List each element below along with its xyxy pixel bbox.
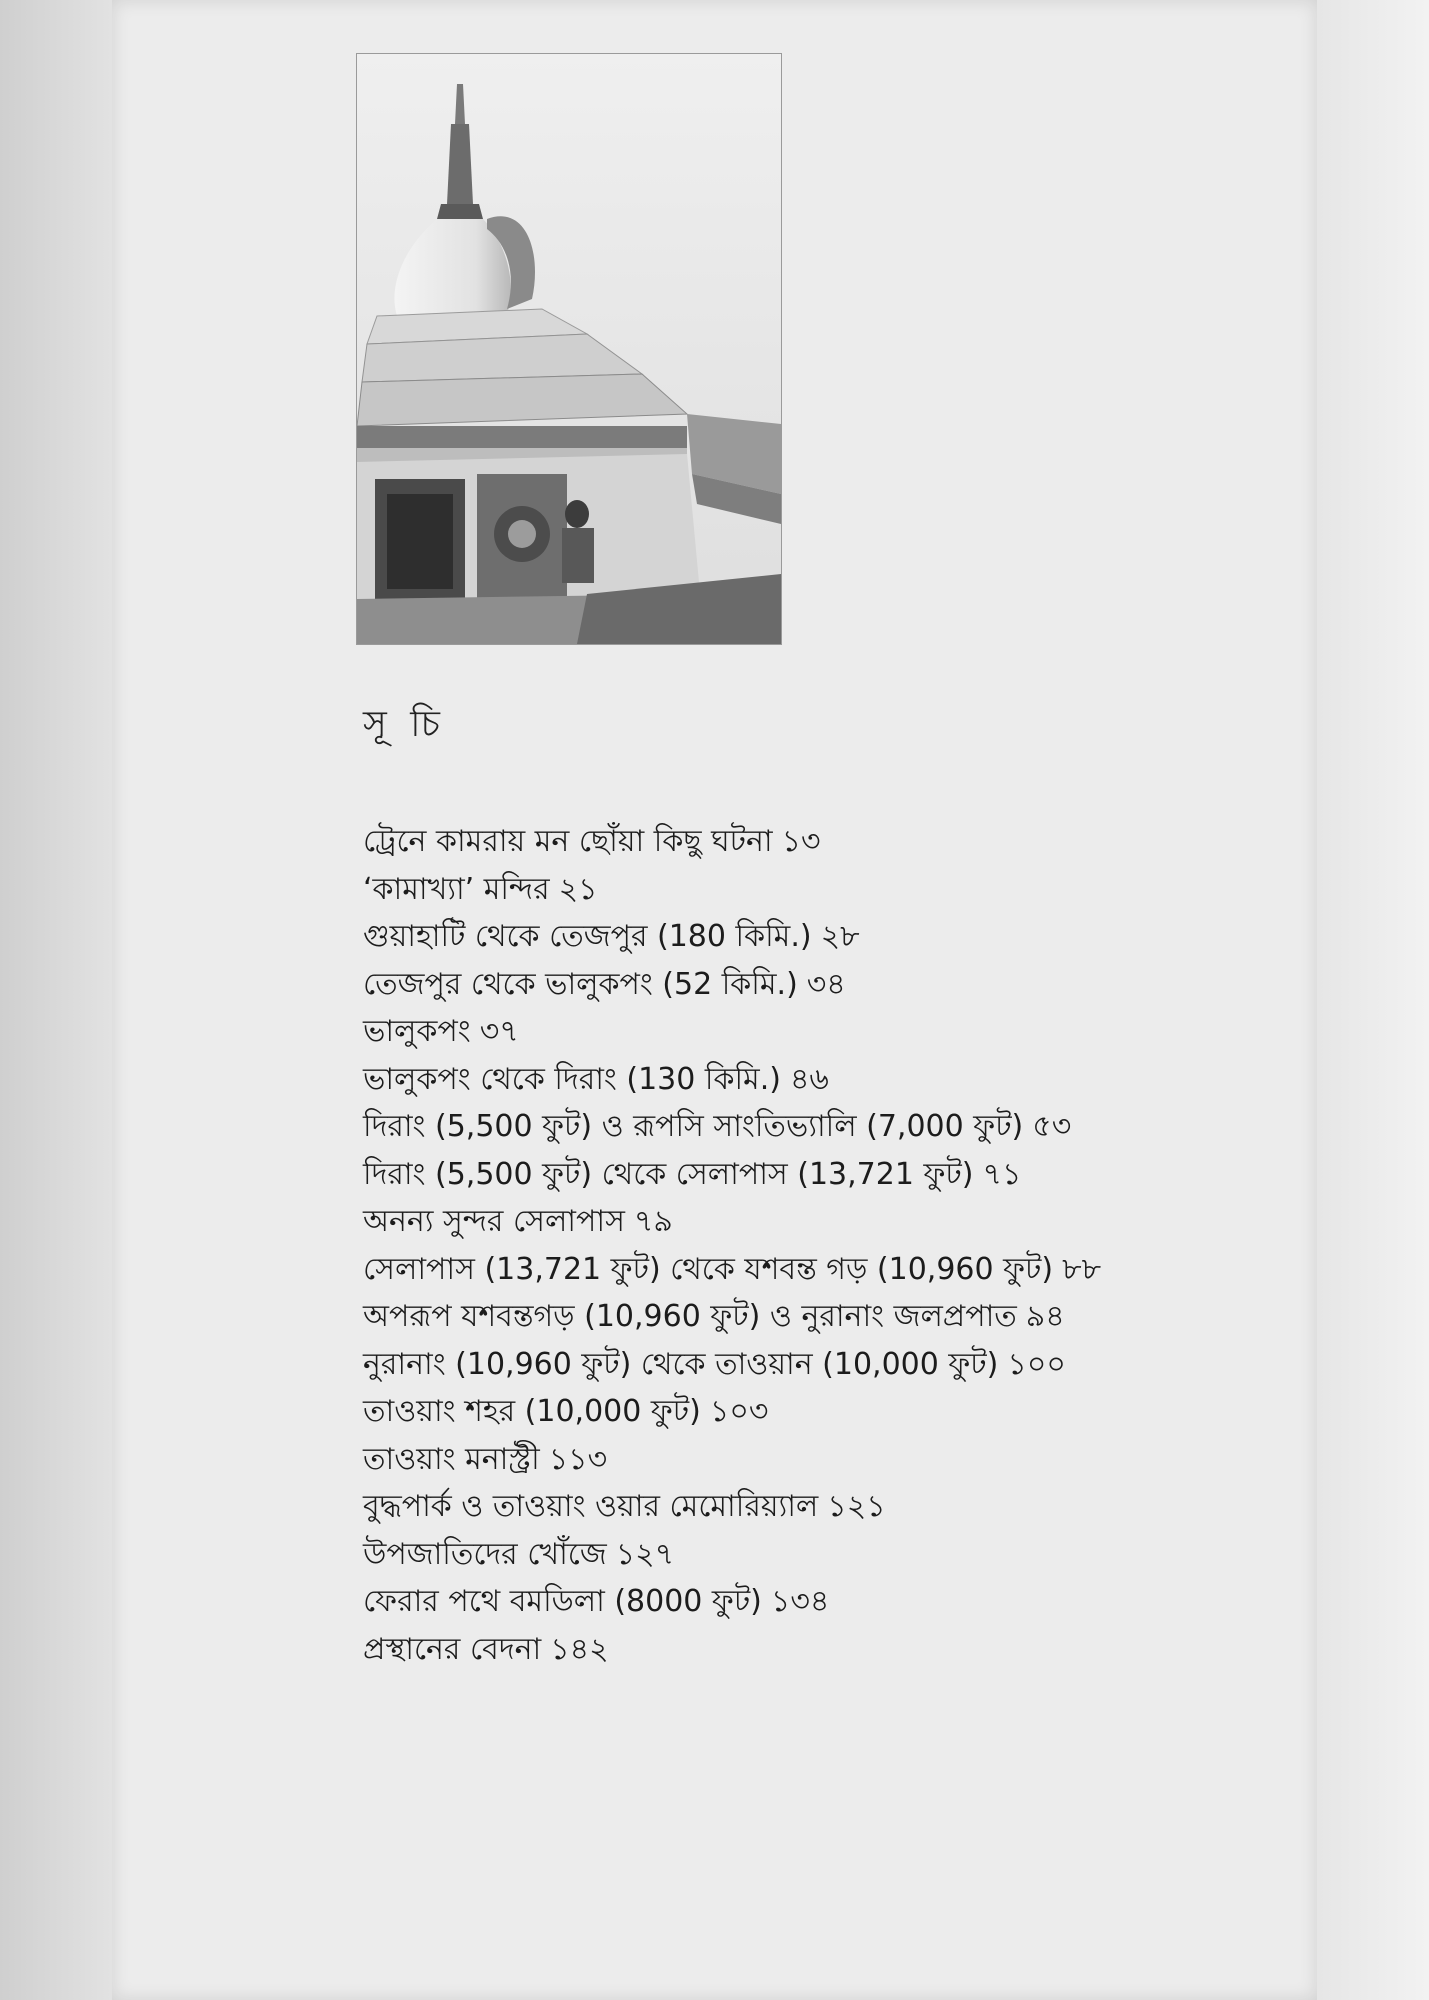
toc-entry	[363, 1103, 1101, 1151]
toc-entry-page: ১৪২	[550, 1631, 609, 1667]
toc-entry	[363, 1341, 1101, 1389]
toc-entry	[363, 1483, 1101, 1531]
toc-entry-title: তাওয়াং শহর (10,000 ফুট)	[363, 1394, 701, 1429]
toc-entry	[363, 1056, 1101, 1104]
toc-entry-title: বুদ্ধপার্ক ও তাওয়াং ওয়ার মেমোরিয়্যাল	[363, 1489, 819, 1524]
toc-entry	[363, 1436, 1101, 1484]
toc-entry-page: ১২১	[827, 1489, 886, 1524]
toc-entry	[363, 961, 1101, 1009]
toc-entry-title: গুয়াহাটি থেকে তেজপুর (180 কিমি.)	[363, 919, 812, 954]
toc-entry-title: তাওয়াং মনাস্ট্রী	[363, 1441, 540, 1477]
toc-entry-title: অনন্য সুন্দর সেলাপাস	[363, 1204, 625, 1239]
toc-entry-title: ভালুকপং	[363, 1014, 471, 1049]
toc-entry	[363, 1151, 1101, 1199]
toc-entry-title: ‘কামাখ্যা’ মন্দির	[363, 871, 550, 907]
toc-entry-page: ১০৩	[709, 1394, 769, 1429]
toc-entry-page: ৩৪	[806, 966, 846, 1002]
toc-entry-page: ৭৯	[633, 1204, 673, 1239]
toc-entry	[363, 1293, 1101, 1341]
toc-entry-title: সেলাপাস (13,721 ফুট) থেকে যশবন্ত গড় (10,960 ফুট)	[363, 1251, 1054, 1287]
toc-entry-page: ৯৪	[1025, 1299, 1065, 1334]
toc-entry-title: নুরানাং (10,960 ফুট) থেকে তাওয়ান (10,000 ফুট)	[363, 1346, 999, 1382]
toc-entry-title: প্রস্থানের বেদনা	[363, 1631, 542, 1667]
toc-entry-page: ২৮	[820, 919, 860, 954]
toc-entry-page: ৫৩	[1032, 1109, 1072, 1144]
background-right	[1317, 0, 1429, 2000]
toc-entry-title: ফেরার পথে বমডিলা (8000 ফুট)	[363, 1584, 762, 1619]
toc-entry-page: ১০০	[1007, 1346, 1066, 1382]
stupa-photo	[356, 53, 782, 645]
table-of-contents	[363, 818, 1101, 1673]
toc-entry-title: উপজাতিদের খোঁজে	[363, 1536, 607, 1572]
toc-entry-page: ১১৩	[548, 1441, 608, 1477]
toc-heading: সূ চি	[363, 704, 446, 745]
toc-entry	[363, 1531, 1101, 1579]
toc-entry-title: দিরাং (5,500 ফুট) থেকে সেলাপাস (13,721 ফুট)	[363, 1156, 974, 1192]
toc-entry-title: অপরূপ যশবন্তগড় (10,960 ফুট) ও নুরানাং জলপ্রপাত	[363, 1299, 1017, 1334]
toc-entry-page: ৩৭	[479, 1014, 519, 1049]
toc-entry-page: ১৩৪	[770, 1584, 830, 1619]
toc-entry	[363, 1626, 1101, 1674]
toc-entry	[363, 818, 1101, 866]
toc-entry	[363, 913, 1101, 961]
toc-entry-title: ট্রেনে কামরায় মন ছোঁয়া কিছু ঘটনা	[363, 824, 773, 859]
toc-entry-title: দিরাং (5,500 ফুট) ও রূপসি সাংতিভ্যালি (7,000 ফুট)	[363, 1109, 1024, 1144]
toc-entry	[363, 1246, 1101, 1294]
toc-entry	[363, 1578, 1101, 1626]
toc-entry	[363, 866, 1101, 914]
toc-entry	[363, 1008, 1101, 1056]
toc-entry-page: ২১	[558, 871, 598, 907]
toc-entry-page: ৪৬	[789, 1061, 829, 1097]
background-left	[0, 0, 112, 2000]
toc-entry-title: তেজপুর থেকে ভালুকপং (52 কিমি.)	[363, 966, 798, 1002]
toc-entry-page: ৭১	[982, 1156, 1022, 1192]
toc-entry-page: ৮৮	[1062, 1251, 1102, 1287]
toc-entry	[363, 1388, 1101, 1436]
toc-entry-page: ১৩	[781, 824, 821, 859]
toc-entry	[363, 1198, 1101, 1246]
toc-entry-title: ভালুকপং থেকে দিরাং (130 কিমি.)	[363, 1061, 781, 1097]
toc-entry-page: ১২৭	[615, 1536, 675, 1572]
